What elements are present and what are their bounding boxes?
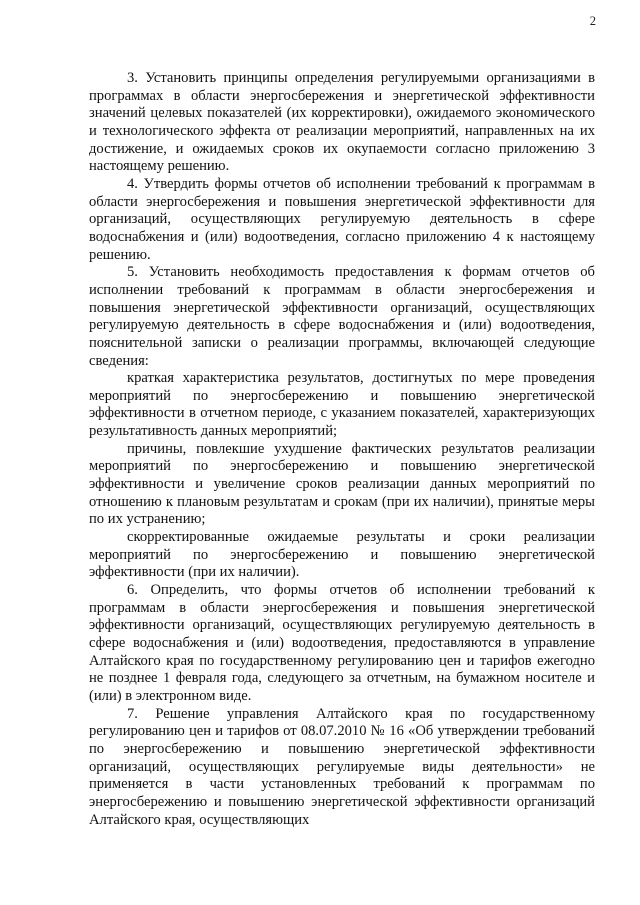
paragraph-4-report-forms: 4. Утвердить формы отчетов об исполнении требований к программам в области энергосбережения и повышения энергетической эффективности для организаций, осуществляющих регулируемую деятельность в сфере водоснабжения и (или) водоотведения, согласно приложению 4 к настоящему решению. bbox=[89, 175, 595, 263]
paragraph-3-principles: 3. Установить принципы определения регулируемыми организациями в программах в области энергосбережения и энергетической эффективности значений целевых показателей (их корректировки), ожидаемого экономического и технологического эффекта от реализации мероприятий, направленных на их достижение, и ожидаемых сроков их окупаемости согласно приложению 3 настоящему решению. bbox=[89, 70, 595, 175]
page-number: 2 bbox=[589, 14, 596, 28]
list-item-deterioration-reasons: причины, повлекшие ухудшение фактических результатов реализации мероприятий по энергосбережению и повышению энергетической эффективности и увеличение сроков реализации данных мероприятий по отношению к плановым результатам и срокам (при их наличии), принятые меры по их устранению; bbox=[89, 440, 595, 528]
paragraph-5-explanatory-note: 5. Установить необходимость предоставления к формам отчетов об исполнении требований к программам в области энергосбережения и повышения энергетической эффективности организаций, осуществляющих регулируемую деятельность в сфере водоснабжения и (или) водоотведения, пояснительной записки о реализации программы, включающей следующие сведения: bbox=[89, 264, 595, 369]
paragraph-7-prior-decision: 7. Решение управления Алтайского края по государственному регулированию цен и тарифов от 08.07.2010 № 16 «Об утверждении требований по энергосбережению и повышению энергетической эффективности организаций, осуществляющих регулируемые виды деятельности» не применяется в части установленных требований к программам по энергосбережению и повышению энергетической эффективности организаций Алтайского края, осуществляющих bbox=[89, 705, 595, 828]
list-item-results-summary: краткая характеристика результатов, достигнутых по мере проведения мероприятий по энергосбережению и повышению энергетической эффективности в отчетном периоде, с указанием показателей, характеризующих результативность данных мероприятий; bbox=[89, 370, 595, 440]
paragraph-6-submission-deadline: 6. Определить, что формы отчетов об исполнении требований к программам в области энергосбережения и повышения энергетической эффективности организаций, осуществляющих регулируемую деятельность в сфере водоснабжения и (или) водоотведения, предоставляются в управление Алтайского края по государственному регулированию цен и тарифов ежегодно не позднее 1 февраля года, следующего за отчетным, на бумажном носителе и (или) в электронном виде. bbox=[89, 582, 595, 704]
document-body bbox=[89, 70, 595, 829]
list-item-adjusted-results: скорректированные ожидаемые результаты и сроки реализации мероприятий по энергосбережению и повышению энергетической эффективности (при их наличии). bbox=[89, 529, 595, 581]
